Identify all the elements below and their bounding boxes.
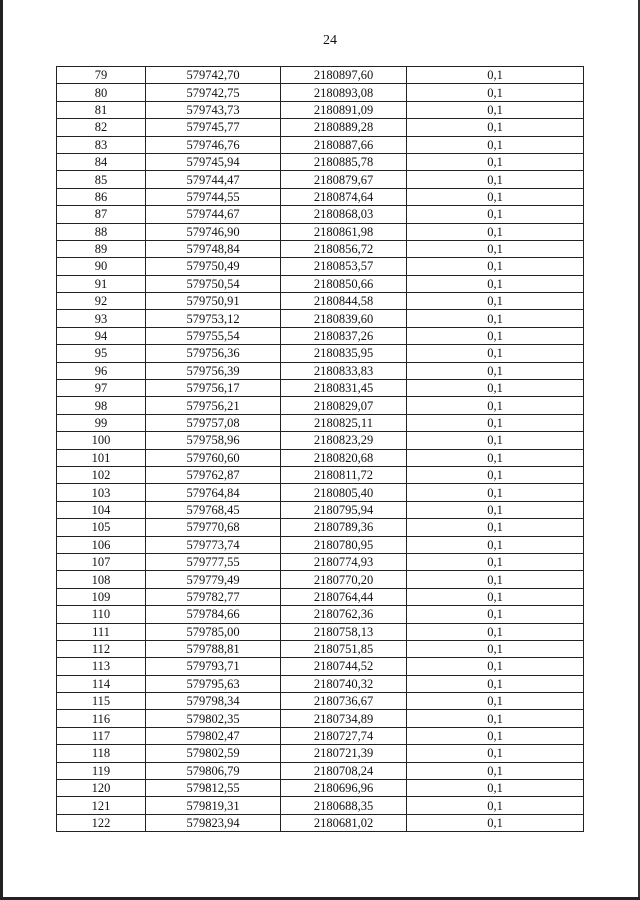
point-number-cell: 112: [57, 640, 146, 657]
table-row: [57, 484, 584, 501]
point-number-cell: 110: [57, 606, 146, 623]
table-row: [57, 571, 584, 588]
table-row: [57, 206, 584, 223]
y-coordinate-cell: 2180734,89: [281, 710, 407, 727]
table-row: [57, 797, 584, 814]
accuracy-cell: 0,1: [407, 675, 584, 692]
accuracy-cell: 0,1: [407, 362, 584, 379]
table-row: [57, 501, 584, 518]
y-coordinate-cell: 2180727,74: [281, 727, 407, 744]
x-coordinate-cell: 579782,77: [146, 588, 281, 605]
point-number-cell: 82: [57, 119, 146, 136]
table-row: [57, 814, 584, 831]
point-number-cell: 85: [57, 171, 146, 188]
table-row: [57, 67, 584, 84]
y-coordinate-cell: 2180823,29: [281, 432, 407, 449]
x-coordinate-cell: 579760,60: [146, 449, 281, 466]
x-coordinate-cell: 579764,84: [146, 484, 281, 501]
x-coordinate-cell: 579758,96: [146, 432, 281, 449]
accuracy-cell: 0,1: [407, 710, 584, 727]
y-coordinate-cell: 2180856,72: [281, 240, 407, 257]
table-row: [57, 449, 584, 466]
table-row: [57, 119, 584, 136]
y-coordinate-cell: 2180811,72: [281, 466, 407, 483]
x-coordinate-cell: 579773,74: [146, 536, 281, 553]
accuracy-cell: 0,1: [407, 571, 584, 588]
y-coordinate-cell: 2180893,08: [281, 84, 407, 101]
x-coordinate-cell: 579802,59: [146, 745, 281, 762]
table-row: [57, 345, 584, 362]
y-coordinate-cell: 2180887,66: [281, 136, 407, 153]
accuracy-cell: 0,1: [407, 119, 584, 136]
table-row: [57, 623, 584, 640]
accuracy-cell: 0,1: [407, 171, 584, 188]
point-number-cell: 118: [57, 745, 146, 762]
table-row: [57, 693, 584, 710]
y-coordinate-cell: 2180891,09: [281, 101, 407, 118]
accuracy-cell: 0,1: [407, 588, 584, 605]
page-number: 24: [323, 33, 337, 48]
y-coordinate-cell: 2180835,95: [281, 345, 407, 362]
point-number-cell: 84: [57, 153, 146, 170]
point-number-cell: 94: [57, 327, 146, 344]
x-coordinate-cell: 579755,54: [146, 327, 281, 344]
table-row: [57, 536, 584, 553]
point-number-cell: 90: [57, 258, 146, 275]
accuracy-cell: 0,1: [407, 275, 584, 292]
accuracy-cell: 0,1: [407, 797, 584, 814]
table-row: [57, 397, 584, 414]
table-row: [57, 293, 584, 310]
x-coordinate-cell: 579757,08: [146, 414, 281, 431]
table-row: [57, 188, 584, 205]
point-number-cell: 81: [57, 101, 146, 118]
y-coordinate-cell: 2180736,67: [281, 693, 407, 710]
point-number-cell: 79: [57, 67, 146, 84]
x-coordinate-cell: 579756,17: [146, 380, 281, 397]
accuracy-cell: 0,1: [407, 553, 584, 570]
point-number-cell: 111: [57, 623, 146, 640]
x-coordinate-cell: 579819,31: [146, 797, 281, 814]
x-coordinate-cell: 579768,45: [146, 501, 281, 518]
y-coordinate-cell: 2180850,66: [281, 275, 407, 292]
point-number-cell: 102: [57, 466, 146, 483]
y-coordinate-cell: 2180744,52: [281, 658, 407, 675]
table-row: [57, 553, 584, 570]
x-coordinate-cell: 579770,68: [146, 519, 281, 536]
accuracy-cell: 0,1: [407, 780, 584, 797]
y-coordinate-cell: 2180897,60: [281, 67, 407, 84]
point-number-cell: 105: [57, 519, 146, 536]
y-coordinate-cell: 2180874,64: [281, 188, 407, 205]
accuracy-cell: 0,1: [407, 397, 584, 414]
table-row: [57, 380, 584, 397]
y-coordinate-cell: 2180861,98: [281, 223, 407, 240]
point-number-cell: 106: [57, 536, 146, 553]
y-coordinate-cell: 2180696,96: [281, 780, 407, 797]
accuracy-cell: 0,1: [407, 206, 584, 223]
point-number-cell: 83: [57, 136, 146, 153]
accuracy-cell: 0,1: [407, 727, 584, 744]
point-number-cell: 100: [57, 432, 146, 449]
accuracy-cell: 0,1: [407, 519, 584, 536]
table-row: [57, 240, 584, 257]
accuracy-cell: 0,1: [407, 293, 584, 310]
y-coordinate-cell: 2180774,93: [281, 553, 407, 570]
point-number-cell: 104: [57, 501, 146, 518]
table-row: [57, 414, 584, 431]
x-coordinate-cell: 579744,67: [146, 206, 281, 223]
accuracy-cell: 0,1: [407, 449, 584, 466]
x-coordinate-cell: 579777,55: [146, 553, 281, 570]
y-coordinate-cell: 2180681,02: [281, 814, 407, 831]
y-coordinate-cell: 2180889,28: [281, 119, 407, 136]
accuracy-cell: 0,1: [407, 310, 584, 327]
accuracy-cell: 0,1: [407, 640, 584, 657]
accuracy-cell: 0,1: [407, 745, 584, 762]
table-row: [57, 223, 584, 240]
point-number-cell: 89: [57, 240, 146, 257]
accuracy-cell: 0,1: [407, 484, 584, 501]
x-coordinate-cell: 579762,87: [146, 466, 281, 483]
x-coordinate-cell: 579756,21: [146, 397, 281, 414]
point-number-cell: 91: [57, 275, 146, 292]
y-coordinate-cell: 2180839,60: [281, 310, 407, 327]
y-coordinate-cell: 2180721,39: [281, 745, 407, 762]
point-number-cell: 103: [57, 484, 146, 501]
point-number-cell: 95: [57, 345, 146, 362]
accuracy-cell: 0,1: [407, 501, 584, 518]
point-number-cell: 96: [57, 362, 146, 379]
point-number-cell: 116: [57, 710, 146, 727]
y-coordinate-cell: 2180868,03: [281, 206, 407, 223]
point-number-cell: 119: [57, 762, 146, 779]
point-number-cell: 88: [57, 223, 146, 240]
table-row: [57, 171, 584, 188]
accuracy-cell: 0,1: [407, 84, 584, 101]
x-coordinate-cell: 579750,54: [146, 275, 281, 292]
point-number-cell: 80: [57, 84, 146, 101]
y-coordinate-cell: 2180837,26: [281, 327, 407, 344]
scan-edge-left: [0, 0, 3, 900]
table-row: [57, 780, 584, 797]
point-number-cell: 93: [57, 310, 146, 327]
x-coordinate-cell: 579784,66: [146, 606, 281, 623]
table-row: [57, 466, 584, 483]
point-number-cell: 113: [57, 658, 146, 675]
point-number-cell: 109: [57, 588, 146, 605]
y-coordinate-cell: 2180825,11: [281, 414, 407, 431]
coordinates-table: [56, 66, 584, 832]
accuracy-cell: 0,1: [407, 536, 584, 553]
table-row: [57, 327, 584, 344]
accuracy-cell: 0,1: [407, 345, 584, 362]
table-row: [57, 675, 584, 692]
table-row: [57, 310, 584, 327]
x-coordinate-cell: 579793,71: [146, 658, 281, 675]
y-coordinate-cell: 2180789,36: [281, 519, 407, 536]
accuracy-cell: 0,1: [407, 223, 584, 240]
y-coordinate-cell: 2180751,85: [281, 640, 407, 657]
accuracy-cell: 0,1: [407, 814, 584, 831]
table-row: [57, 762, 584, 779]
x-coordinate-cell: 579788,81: [146, 640, 281, 657]
accuracy-cell: 0,1: [407, 466, 584, 483]
accuracy-cell: 0,1: [407, 188, 584, 205]
x-coordinate-cell: 579756,39: [146, 362, 281, 379]
x-coordinate-cell: 579744,47: [146, 171, 281, 188]
x-coordinate-cell: 579742,70: [146, 67, 281, 84]
y-coordinate-cell: 2180805,40: [281, 484, 407, 501]
table-row: [57, 432, 584, 449]
accuracy-cell: 0,1: [407, 153, 584, 170]
point-number-cell: 87: [57, 206, 146, 223]
x-coordinate-cell: 579746,90: [146, 223, 281, 240]
table-row: [57, 136, 584, 153]
accuracy-cell: 0,1: [407, 240, 584, 257]
x-coordinate-cell: 579748,84: [146, 240, 281, 257]
x-coordinate-cell: 579745,77: [146, 119, 281, 136]
x-coordinate-cell: 579812,55: [146, 780, 281, 797]
x-coordinate-cell: 579753,12: [146, 310, 281, 327]
x-coordinate-cell: 579744,55: [146, 188, 281, 205]
y-coordinate-cell: 2180885,78: [281, 153, 407, 170]
table-row: [57, 588, 584, 605]
point-number-cell: 117: [57, 727, 146, 744]
point-number-cell: 122: [57, 814, 146, 831]
coordinates-table-body: [57, 67, 584, 832]
accuracy-cell: 0,1: [407, 693, 584, 710]
accuracy-cell: 0,1: [407, 658, 584, 675]
table-row: [57, 745, 584, 762]
accuracy-cell: 0,1: [407, 136, 584, 153]
x-coordinate-cell: 579756,36: [146, 345, 281, 362]
table-row: [57, 275, 584, 292]
accuracy-cell: 0,1: [407, 762, 584, 779]
accuracy-cell: 0,1: [407, 380, 584, 397]
point-number-cell: 97: [57, 380, 146, 397]
y-coordinate-cell: 2180770,20: [281, 571, 407, 588]
x-coordinate-cell: 579742,75: [146, 84, 281, 101]
x-coordinate-cell: 579785,00: [146, 623, 281, 640]
x-coordinate-cell: 579743,73: [146, 101, 281, 118]
point-number-cell: 115: [57, 693, 146, 710]
x-coordinate-cell: 579823,94: [146, 814, 281, 831]
x-coordinate-cell: 579779,49: [146, 571, 281, 588]
y-coordinate-cell: 2180688,35: [281, 797, 407, 814]
point-number-cell: 108: [57, 571, 146, 588]
table-row: [57, 84, 584, 101]
x-coordinate-cell: 579798,34: [146, 693, 281, 710]
table-row: [57, 519, 584, 536]
y-coordinate-cell: 2180780,95: [281, 536, 407, 553]
point-number-cell: 114: [57, 675, 146, 692]
accuracy-cell: 0,1: [407, 414, 584, 431]
accuracy-cell: 0,1: [407, 623, 584, 640]
y-coordinate-cell: 2180844,58: [281, 293, 407, 310]
point-number-cell: 107: [57, 553, 146, 570]
point-number-cell: 86: [57, 188, 146, 205]
y-coordinate-cell: 2180762,36: [281, 606, 407, 623]
accuracy-cell: 0,1: [407, 101, 584, 118]
y-coordinate-cell: 2180829,07: [281, 397, 407, 414]
accuracy-cell: 0,1: [407, 258, 584, 275]
y-coordinate-cell: 2180831,45: [281, 380, 407, 397]
point-number-cell: 92: [57, 293, 146, 310]
x-coordinate-cell: 579746,76: [146, 136, 281, 153]
table-row: [57, 710, 584, 727]
accuracy-cell: 0,1: [407, 67, 584, 84]
y-coordinate-cell: 2180740,32: [281, 675, 407, 692]
table-row: [57, 658, 584, 675]
x-coordinate-cell: 579750,91: [146, 293, 281, 310]
x-coordinate-cell: 579795,63: [146, 675, 281, 692]
x-coordinate-cell: 579802,35: [146, 710, 281, 727]
table-row: [57, 153, 584, 170]
x-coordinate-cell: 579806,79: [146, 762, 281, 779]
y-coordinate-cell: 2180764,44: [281, 588, 407, 605]
y-coordinate-cell: 2180879,67: [281, 171, 407, 188]
accuracy-cell: 0,1: [407, 432, 584, 449]
accuracy-cell: 0,1: [407, 327, 584, 344]
y-coordinate-cell: 2180758,13: [281, 623, 407, 640]
y-coordinate-cell: 2180708,24: [281, 762, 407, 779]
table-row: [57, 362, 584, 379]
x-coordinate-cell: 579802,47: [146, 727, 281, 744]
table-row: [57, 101, 584, 118]
x-coordinate-cell: 579750,49: [146, 258, 281, 275]
point-number-cell: 101: [57, 449, 146, 466]
table-row: [57, 258, 584, 275]
accuracy-cell: 0,1: [407, 606, 584, 623]
point-number-cell: 121: [57, 797, 146, 814]
y-coordinate-cell: 2180853,57: [281, 258, 407, 275]
x-coordinate-cell: 579745,94: [146, 153, 281, 170]
point-number-cell: 99: [57, 414, 146, 431]
y-coordinate-cell: 2180833,83: [281, 362, 407, 379]
point-number-cell: 120: [57, 780, 146, 797]
table-row: [57, 727, 584, 744]
y-coordinate-cell: 2180820,68: [281, 449, 407, 466]
table-row: [57, 606, 584, 623]
point-number-cell: 98: [57, 397, 146, 414]
table-row: [57, 640, 584, 657]
y-coordinate-cell: 2180795,94: [281, 501, 407, 518]
